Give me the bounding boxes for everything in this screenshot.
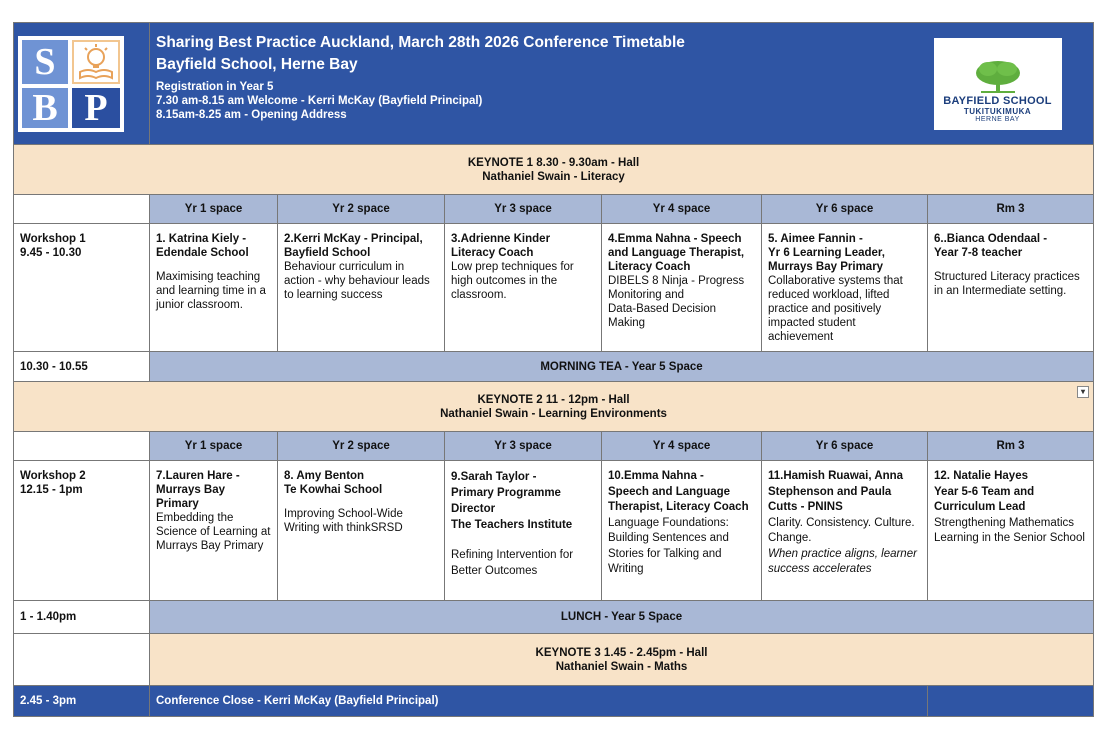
- space-rm3: Rm 3: [928, 195, 1094, 224]
- session-2-desc: Behaviour curriculum in action - why behaviour leads to learning success: [284, 261, 430, 301]
- space-yr4: Yr 4 space: [602, 432, 762, 461]
- workshop1-label: Workshop 1: [20, 233, 86, 245]
- keynote3-speaker: Nathaniel Swain - Maths: [555, 660, 688, 673]
- session-6: [928, 224, 1094, 352]
- close-blank: [928, 686, 1094, 717]
- keynote3-row: [14, 634, 1094, 686]
- session-1: [150, 224, 278, 352]
- session-10-desc: Language Foundations: Building Sentences and Stories for Talking and Writing: [608, 516, 729, 575]
- workshop1-row: [14, 224, 1094, 352]
- session-11-title: 11.Hamish Ruawai, Anna Stephenson and Paula Cutts - PNINS: [768, 470, 904, 513]
- keynote1-row: [14, 145, 1094, 195]
- bayfield-school-logo: [934, 38, 1062, 130]
- session-4: [602, 224, 762, 352]
- keynote2-cell: [14, 382, 1094, 432]
- sbp-logo: [18, 36, 124, 132]
- spaces-row-2: [14, 432, 1094, 461]
- session-2-title: 2.Kerri McKay - Principal, Bayfield School: [284, 233, 423, 259]
- keynote3-title: KEYNOTE 3 1.45 - 2.45pm - Hall: [535, 646, 708, 659]
- header-row: [14, 23, 1094, 145]
- workshop1-slot: [14, 224, 150, 352]
- session-7-desc: Embedding the Science of Learning at Murrays Bay Primary: [156, 512, 271, 552]
- conference-venue: Bayfield School, Herne Bay: [156, 56, 358, 73]
- sbp-logo-cell: [14, 23, 150, 145]
- logo-letter-b: B: [22, 88, 68, 128]
- lunch-time: 1 - 1.40pm: [14, 601, 150, 634]
- space-yr1: Yr 1 space: [150, 195, 278, 224]
- session-12-desc: Strengthening Mathematics Learning in the Senior School: [934, 516, 1085, 544]
- session-6-desc: Structured Literacy practices in an Intermediate setting.: [934, 271, 1080, 297]
- keynote3-cell: [150, 634, 1094, 686]
- conference-title: Sharing Best Practice Auckland, March 28th 2026 Conference Timetable: [156, 34, 685, 51]
- keynote1-title: KEYNOTE 1 8.30 - 9.30am - Hall: [467, 156, 640, 169]
- session-8-desc: Improving School-Wide Writing with thinkSRSD: [284, 508, 403, 534]
- logo-letter-s: S: [22, 40, 68, 84]
- session-5-desc: Collaborative systems that reduced workload, lifted practice and positively impacted student achievement: [768, 275, 903, 343]
- school-logo-sub: TUKITUKIMUKA: [963, 106, 1032, 116]
- session-1-desc: Maximising teaching and learning time in a junior classroom.: [156, 271, 266, 311]
- space-rm3: Rm 3: [928, 432, 1094, 461]
- school-logo-cell: [928, 23, 1094, 145]
- session-11: [762, 461, 928, 601]
- spaces-row-2-blank: [14, 432, 150, 461]
- session-5-title: 5. Aimee Fannin - Yr 6 Learning Leader, Murrays Bay Primary: [768, 233, 885, 273]
- morning-tea-time: 10.30 - 10.55: [14, 352, 150, 382]
- close-row: [14, 686, 1094, 717]
- session-4-title: 4.Emma Nahna - Speech and Language Therapist, Literacy Coach: [608, 233, 745, 273]
- session-8: [278, 461, 445, 601]
- space-yr2: Yr 2 space: [278, 195, 445, 224]
- space-yr4: Yr 4 space: [602, 195, 762, 224]
- morning-tea-row: [14, 352, 1094, 382]
- school-logo-name: BAYFIELD SCHOOL: [943, 94, 1052, 107]
- session-7-title: 7.Lauren Hare - Murrays Bay Primary: [156, 470, 240, 510]
- session-11-desc: Clarity. Consistency. Culture. Change.: [768, 516, 915, 544]
- keynote1-speaker: Nathaniel Swain - Literacy: [482, 170, 625, 183]
- dropdown-arrow-icon[interactable]: ▾: [1077, 386, 1089, 398]
- close-label: Conference Close - Kerri McKay (Bayfield Principal): [150, 686, 928, 717]
- session-3-desc: Low prep techniques for high outcomes in the classroom.: [451, 261, 574, 301]
- space-yr3: Yr 3 space: [445, 195, 602, 224]
- session-9-desc: Refining Intervention for Better Outcomes: [451, 549, 574, 577]
- school-logo-sub2: HERNE BAY: [975, 115, 1020, 123]
- space-yr2: Yr 2 space: [278, 432, 445, 461]
- header-title-cell: [150, 23, 928, 145]
- workshop2-row: [14, 461, 1094, 601]
- morning-tea-label: MORNING TEA - Year 5 Space: [150, 352, 1094, 382]
- session-2: [278, 224, 445, 352]
- workshop1-time: 9.45 - 10.30: [20, 247, 82, 259]
- session-1-title: 1. Katrina Kiely - Edendale School: [156, 233, 249, 259]
- session-7: [150, 461, 278, 601]
- session-6-title: 6..Bianca Odendaal - Year 7-8 teacher: [934, 233, 1048, 259]
- session-9: [445, 461, 602, 601]
- opening-address-info: 8.15am-8.25 am - Opening Address: [156, 109, 347, 121]
- session-3: [445, 224, 602, 352]
- spaces-row-1: [14, 195, 1094, 224]
- space-yr3: Yr 3 space: [445, 432, 602, 461]
- space-yr1: Yr 1 space: [150, 432, 278, 461]
- lunch-label: LUNCH - Year 5 Space: [150, 601, 1094, 634]
- session-11-desc-italic: When practice aligns, learner success accelerates: [768, 547, 917, 575]
- workshop2-time: 12.15 - 1pm: [20, 484, 83, 496]
- keynote2-title: KEYNOTE 2 11 - 12pm - Hall: [477, 393, 630, 406]
- session-10: [602, 461, 762, 601]
- lightbulb-book-icon: [72, 40, 120, 84]
- session-12: [928, 461, 1094, 601]
- session-10-title: 10.Emma Nahna - Speech and Language Therapist, Literacy Coach: [608, 470, 749, 513]
- workshop2-label: Workshop 2: [20, 470, 86, 482]
- session-8-title: 8. Amy Benton Te Kowhai School: [284, 470, 383, 496]
- conference-timetable: [13, 22, 1094, 717]
- space-yr6: Yr 6 space: [762, 195, 928, 224]
- tree-icon: [973, 59, 1023, 95]
- spaces-row-1-blank: [14, 195, 150, 224]
- logo-letter-p: P: [72, 88, 120, 128]
- registration-info: Registration in Year 5: [156, 81, 274, 93]
- space-yr6: Yr 6 space: [762, 432, 928, 461]
- session-3-title: 3.Adrienne Kinder Literacy Coach: [451, 233, 551, 259]
- keynote2-row: [14, 382, 1094, 432]
- keynote2-speaker: Nathaniel Swain - Learning Environments: [440, 407, 667, 420]
- workshop2-slot: [14, 461, 150, 601]
- lunch-row: [14, 601, 1094, 634]
- welcome-info: 7.30 am-8.15 am Welcome - Kerri McKay (Bayfield Principal): [156, 95, 483, 107]
- session-5: [762, 224, 928, 352]
- keynote3-blank: [14, 634, 150, 686]
- close-time: 2.45 - 3pm: [14, 686, 150, 717]
- session-9-title: 9.Sarah Taylor - Primary Programme Director The Teachers Institute: [451, 471, 573, 531]
- keynote1-cell: [14, 145, 1094, 195]
- session-4-desc: DIBELS 8 Ninja - Progress Monitoring and Data-Based Decision Making: [608, 275, 745, 329]
- session-12-title: 12. Natalie Hayes Year 5-6 Team and Curriculum Lead: [934, 470, 1035, 513]
